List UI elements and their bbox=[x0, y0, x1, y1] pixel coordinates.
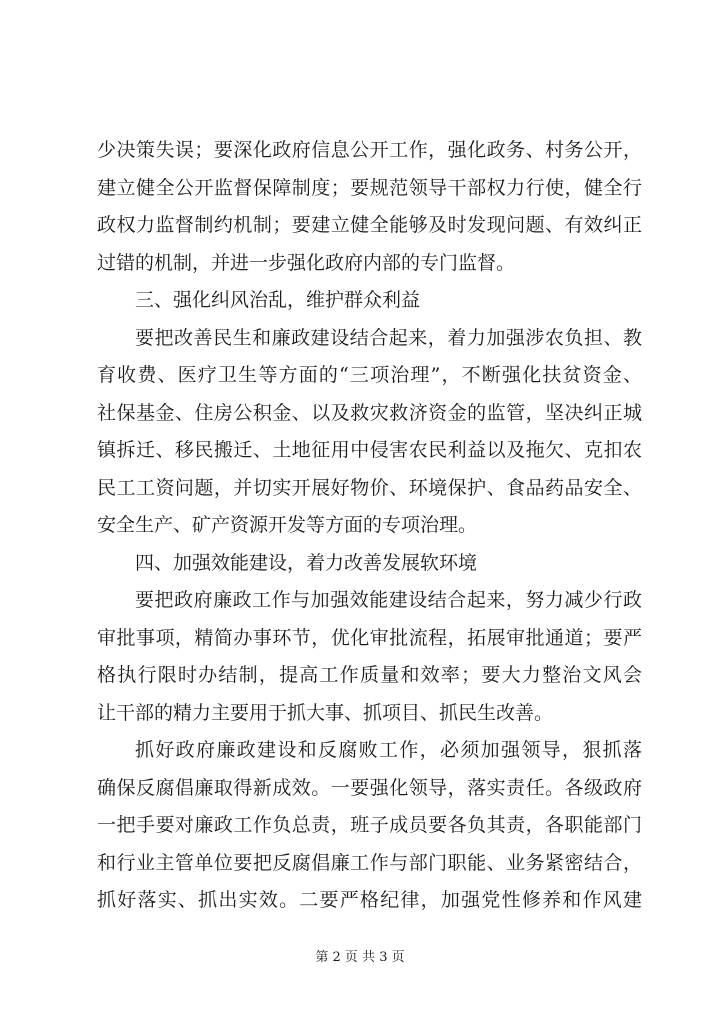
body-text-line: 让干部的精力主要用于抓大事、抓项目、抓民生改善。 bbox=[97, 701, 554, 724]
section-heading: 三、强化纠风治乱，维护群众利益 bbox=[135, 289, 421, 311]
body-text-line: 抓好政府廉政建设和反腐败工作，必须加强领导，狠抓落 bbox=[135, 739, 642, 761]
body-text-line: 和行业主管单位要把反腐倡廉工作与部门职能、业务紧密结合， bbox=[97, 851, 642, 874]
body-text-line: 社保基金、住房公积金、以及救灾救济资金的监管，坚决纠正城 bbox=[97, 401, 642, 424]
body-text-line: 育收费、医疗卫生等方面的“三项治理”，不断强化扶贫资金、 bbox=[97, 364, 642, 386]
body-text-line: 审批事项，精简办事环节，优化审批流程，拓展审批通道；要严 bbox=[97, 626, 642, 649]
document-body bbox=[97, 132, 642, 920]
body-text-line: 过错的机制，并进一步强化政府内部的专门监督。 bbox=[97, 251, 516, 274]
body-text-line: 民工工资问题，并切实开展好物价、环境保护、食品药品安全、 bbox=[97, 476, 642, 499]
page-number-footer: 第 2 页 共 3 页 bbox=[315, 950, 405, 965]
body-text-line: 抓好落实、抓出实效。二要严格纪律，加强党性修养和作风建 bbox=[97, 889, 642, 911]
body-text-line: 一把手要对廉政工作负总责，班子成员要各负其责，各职能部门 bbox=[97, 814, 642, 836]
body-text-line: 建立健全公开监督保障制度；要规范领导干部权力行使，健全行 bbox=[97, 176, 642, 199]
body-text-line: 镇拆迁、移民搬迁、土地征用中侵害农民利益以及拖欠、克扣农 bbox=[97, 439, 642, 461]
body-text-line: 政权力监督制约机制；要建立健全能够及时发现问题、有效纠正 bbox=[97, 214, 642, 236]
body-text-line: 格执行限时办结制，提高工作质量和效率；要大力整治文风会 bbox=[97, 664, 642, 686]
section-heading: 四、加强效能建设，着力改善发展软环境 bbox=[135, 551, 478, 574]
body-text-line: 要把改善民生和廉政建设结合起来，着力加强涉农负担、教 bbox=[135, 326, 642, 349]
body-text-line: 要把政府廉政工作与加强效能建设结合起来，努力减少行政 bbox=[135, 589, 642, 611]
body-text-line: 少决策失误；要深化政府信息公开工作，强化政务、村务公开， bbox=[97, 139, 642, 161]
body-text-line: 安全生产、矿产资源开发等方面的专项治理。 bbox=[97, 514, 478, 536]
body-text-line: 确保反腐倡廉取得新成效。一要强化领导，落实责任。各级政府 bbox=[97, 776, 642, 799]
